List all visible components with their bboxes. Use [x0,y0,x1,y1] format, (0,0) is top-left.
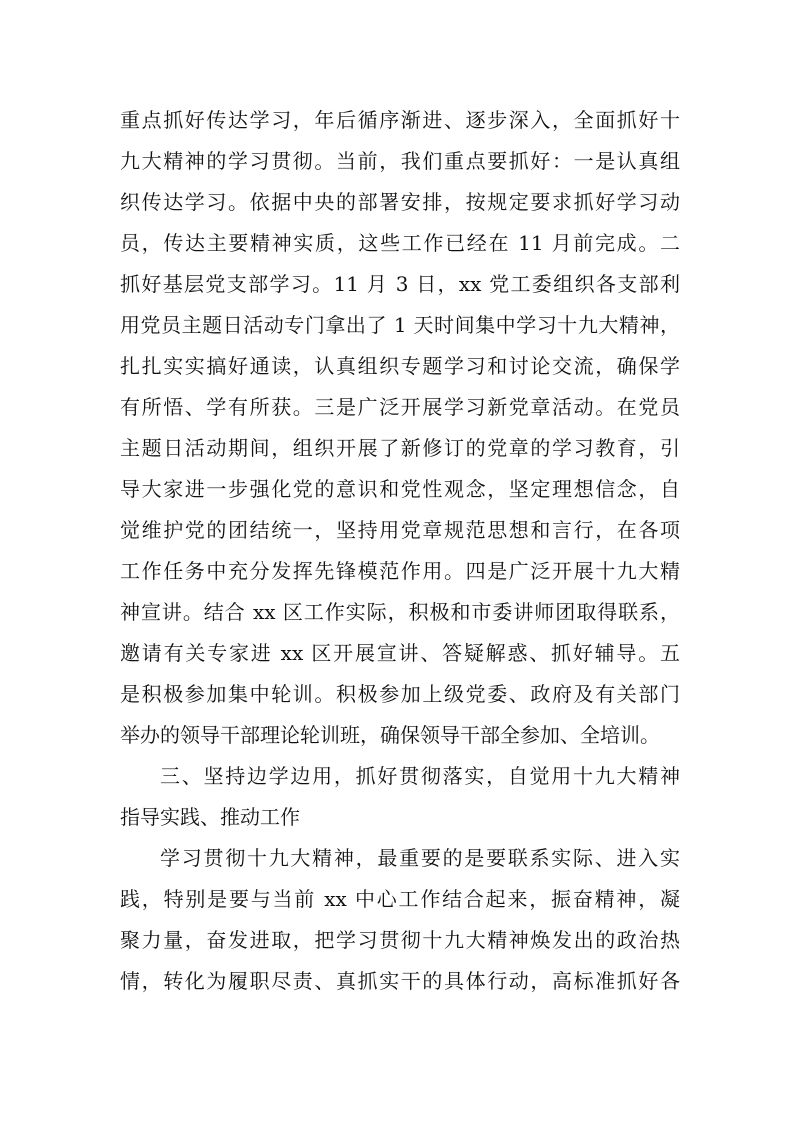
paragraph-line: 邀请有关专家进 xx 区开展宣讲、答疑解惑、抓好辅导。五 [120,641,680,665]
paragraph-line: 主题日活动期间，组织开展了新修订的党章的学习教育，引 [120,436,680,460]
paragraph-line: 抓好基层党支部学习。11 月 3 日，xx 党工委组织各支部利 [120,272,680,296]
paragraph-line: 用党员主题日活动专门拿出了 1 天时间集中学习十九大精神， [120,313,680,337]
section-heading-line: 三、坚持边学边用，抓好贯彻落实，自觉用十九大精神 [160,764,680,788]
paragraph-line: 员，传达主要精神实质，这些工作已经在 11 月前完成。二 [120,231,680,255]
paragraph-line: 情，转化为履职尽责、真抓实干的具体行动，高标准抓好各 [120,969,680,993]
paragraph-line: 重点抓好传达学习，年后循序渐进、逐步深入，全面抓好十 [120,108,680,132]
paragraph-line: 工作任务中充分发挥先锋模范作用。四是广泛开展十九大精 [120,559,680,583]
paragraph-line: 导大家进一步强化党的意识和党性观念，坚定理想信念，自 [120,477,680,501]
section-heading-line: 指导实践、推动工作 [120,805,300,829]
paragraph-line: 有所悟、学有所获。三是广泛开展学习新党章活动。在党员 [120,395,680,419]
paragraph-line: 神宣讲。结合 xx 区工作实际，积极和市委讲师团取得联系， [120,600,680,624]
paragraph-line: 践，特别是要与当前 xx 中心工作结合起来，振奋精神，凝 [120,887,680,911]
paragraph-line: 扎扎实实搞好通读，认真组织专题学习和讨论交流，确保学 [120,354,680,378]
paragraph-line: 织传达学习。依据中央的部署安排，按规定要求抓好学习动 [120,190,680,214]
paragraph-line: 觉维护党的团结统一，坚持用党章规范思想和言行，在各项 [120,518,680,542]
paragraph-line: 学习贯彻十九大精神，最重要的是要联系实际、进入实 [160,846,680,870]
paragraph-line: 聚力量，奋发进取，把学习贯彻十九大精神焕发出的政治热 [120,928,680,952]
paragraph-line: 是积极参加集中轮训。积极参加上级党委、政府及有关部门 [120,682,680,706]
paragraph-line: 举办的领导干部理论轮训班，确保领导干部全参加、全培训。 [120,723,660,747]
paragraph-line: 九大精神的学习贯彻。当前，我们重点要抓好：一是认真组 [120,149,680,173]
